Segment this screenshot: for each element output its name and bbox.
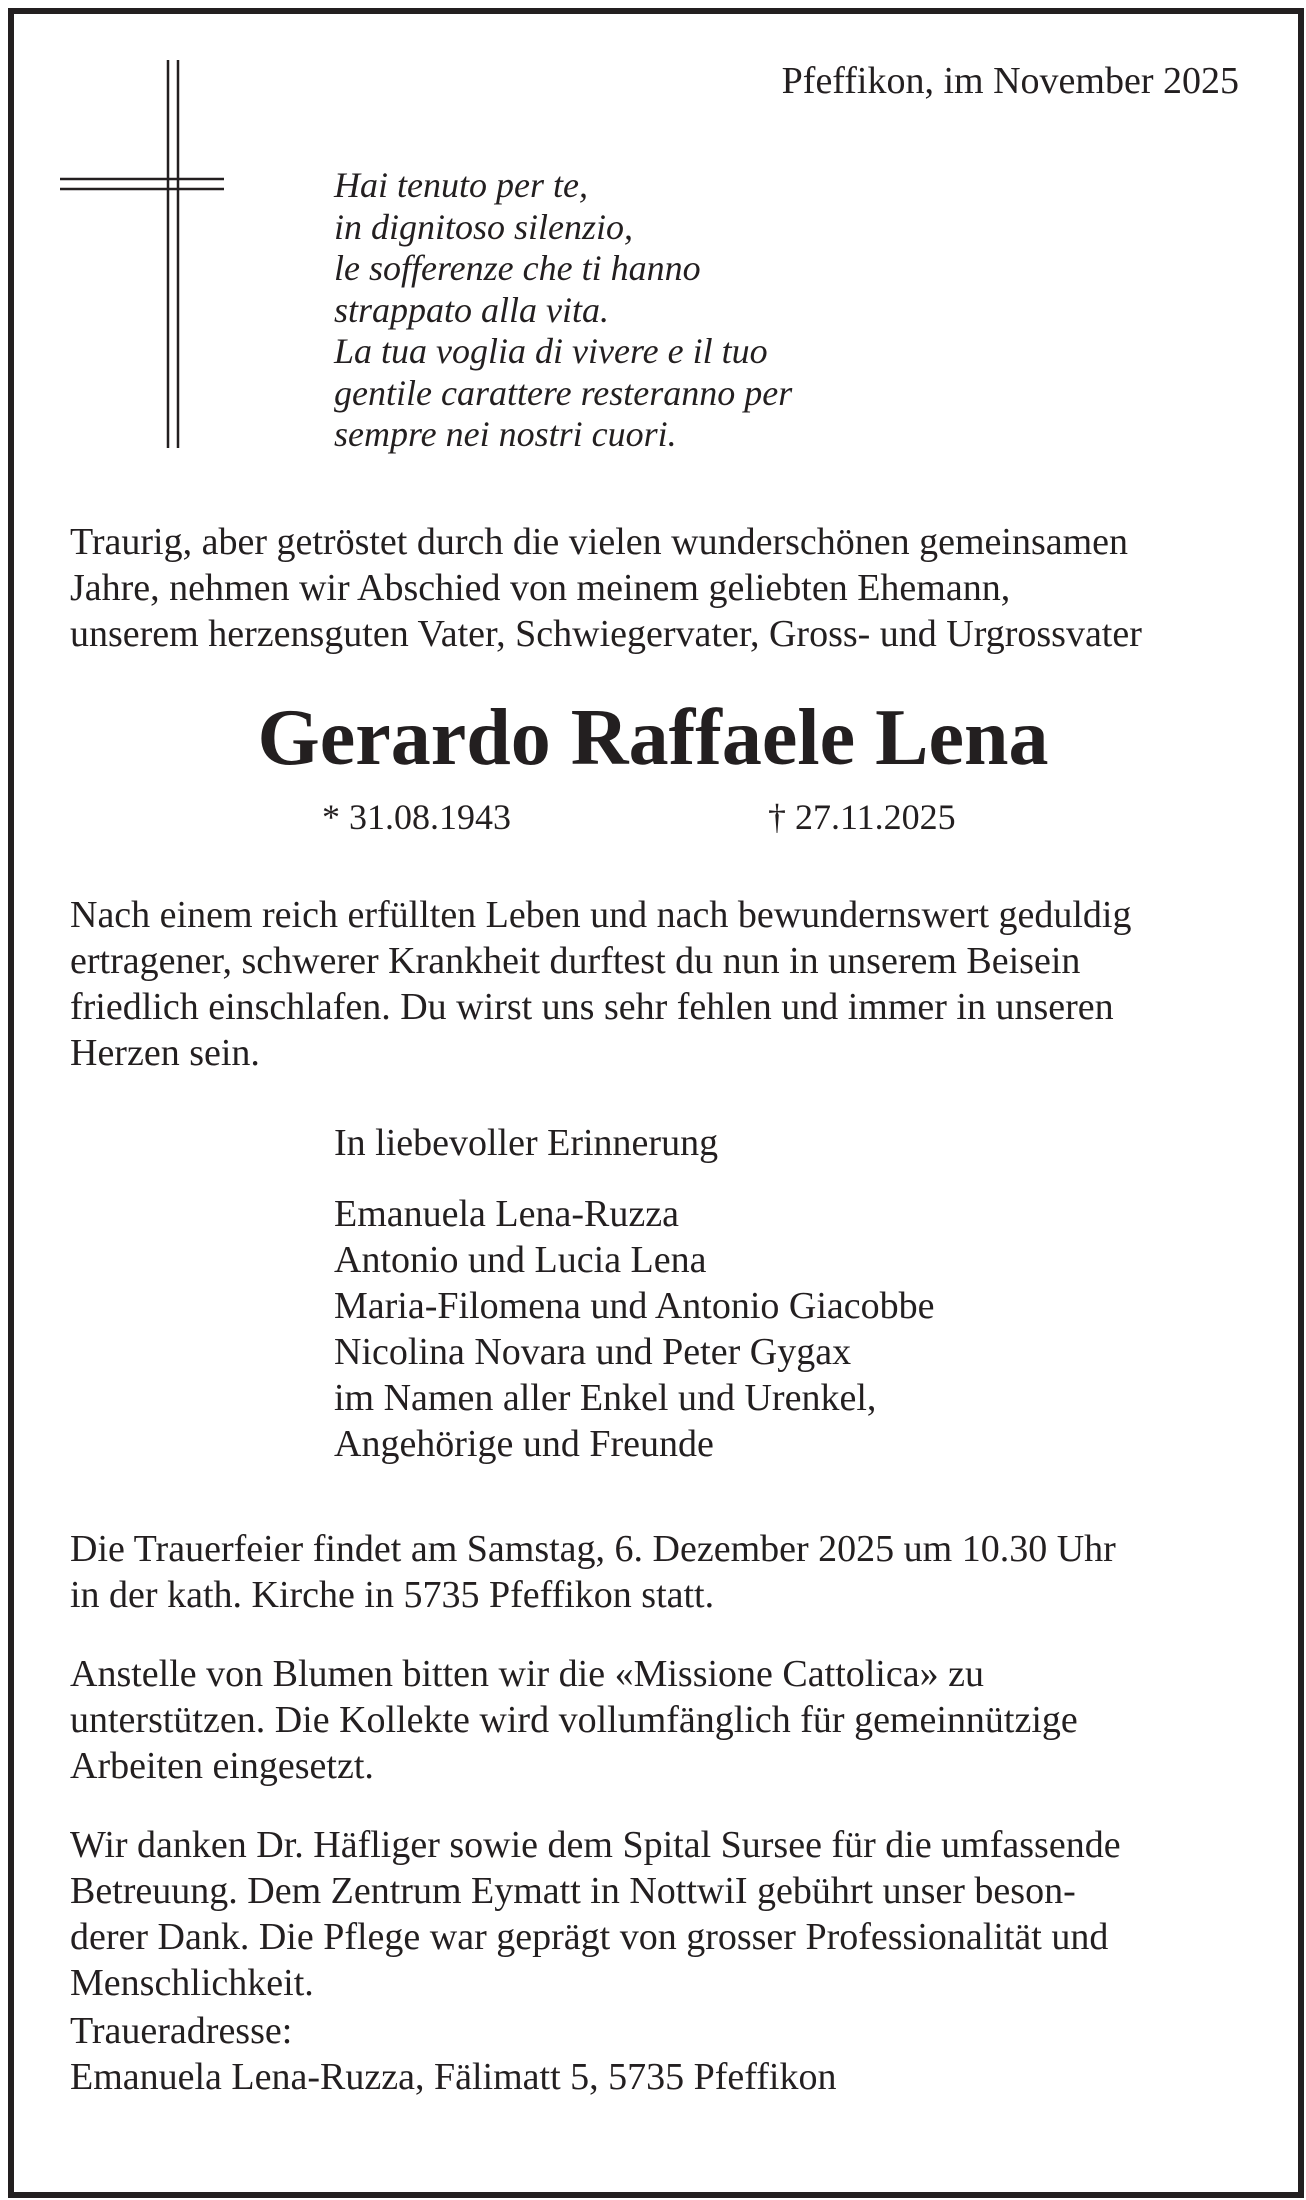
intro-line: Traurig, aber getröstet durch die vielen wunderschönen gemeinsamen	[70, 521, 1129, 563]
mourner-entry: Antonio und Lucia Lena	[334, 1239, 707, 1281]
donation-line: Arbeiten eingesetzt.	[70, 1745, 374, 1787]
mourner-entry: Nicolina Novara und Peter Gygax	[334, 1331, 852, 1373]
poem-line: Hai tenuto per te,	[334, 165, 588, 205]
place-and-date: Pfeffikon, im November 2025	[781, 60, 1239, 102]
mourner-entry: im Namen aller Enkel und Urenkel,	[334, 1377, 877, 1419]
thanks-line: Betreuung. Dem Zentrum Eymatt in NottwiI gebührt unser beson-	[70, 1870, 1076, 1912]
thanks-line: Wir danken Dr. Häfliger sowie dem Spital Sursee für die umfassende	[70, 1824, 1121, 1866]
donation-line: unterstützen. Die Kollekte wird vollumfänglich für gemeinnützige	[70, 1699, 1078, 1741]
poem-line: gentile carattere resteranno per	[334, 372, 793, 413]
mourners-list	[334, 1191, 935, 1467]
poem-line: le sofferenze che ti hanno	[334, 248, 701, 288]
poem-line: sempre nei nostri cuori.	[334, 414, 677, 454]
memory-line: In liebevoller Erinnerung	[334, 1122, 719, 1164]
donation-paragraph	[70, 1651, 1250, 1789]
intro-paragraph	[70, 519, 1250, 657]
thanks-paragraph	[70, 1822, 1250, 2006]
death-date: † 27.11.2025	[768, 797, 956, 837]
donation-line: Anstelle von Blumen bitten wir die «Missione Cattolica» zu	[70, 1653, 984, 1695]
birth-date: * 31.08.1943	[322, 797, 511, 837]
mourning-address: Emanuela Lena-Ruzza, Fälimatt 5, 5735 Pfeffikon	[70, 2056, 837, 2098]
deceased-name: Gerardo Raffaele Lena	[257, 694, 1049, 782]
life-line: ertragener, schwerer Krankheit durftest du nun in unserem Beisein	[70, 940, 1081, 982]
poem-line: La tua voglia di vivere e il tuo	[334, 331, 768, 371]
italian-poem	[334, 165, 792, 456]
poem-line: strappato alla vita.	[334, 289, 610, 330]
life-line: friedlich einschlafen. Du wirst uns sehr fehlen und immer in unseren	[70, 986, 1114, 1028]
latin-cross-icon	[58, 58, 226, 450]
thanks-line: Menschlichkeit.	[70, 1962, 314, 2004]
ceremony-line: in der kath. Kirche in 5735 Pfeffikon statt.	[70, 1574, 715, 1616]
poem-line: in dignitoso silenzio,	[334, 206, 634, 247]
intro-line: unserem herzensguten Vater, Schwiegervater, Gross- und Urgrossvater	[70, 613, 1142, 655]
thanks-line: derer Dank. Die Pflege war geprägt von grosser Professionalität und	[70, 1916, 1109, 1958]
life-line: Nach einem reich erfüllten Leben und nach bewundernswert geduldig	[70, 894, 1132, 936]
mourner-entry: Emanuela Lena-Ruzza	[334, 1193, 679, 1235]
mourner-entry: Maria-Filomena und Antonio Giacobbe	[334, 1285, 935, 1327]
ceremony-line: Die Trauerfeier findet am Samstag, 6. Dezember 2025 um 10.30 Uhr	[70, 1528, 1116, 1570]
mourner-entry: Angehörige und Freunde	[334, 1423, 714, 1465]
life-paragraph	[70, 892, 1250, 1076]
ceremony-paragraph	[70, 1526, 1250, 1618]
address-label: Traueradresse:	[70, 2010, 293, 2052]
life-line: Herzen sein.	[70, 1032, 260, 1074]
intro-line: Jahre, nehmen wir Abschied von meinem geliebten Ehemann,	[70, 567, 1011, 609]
